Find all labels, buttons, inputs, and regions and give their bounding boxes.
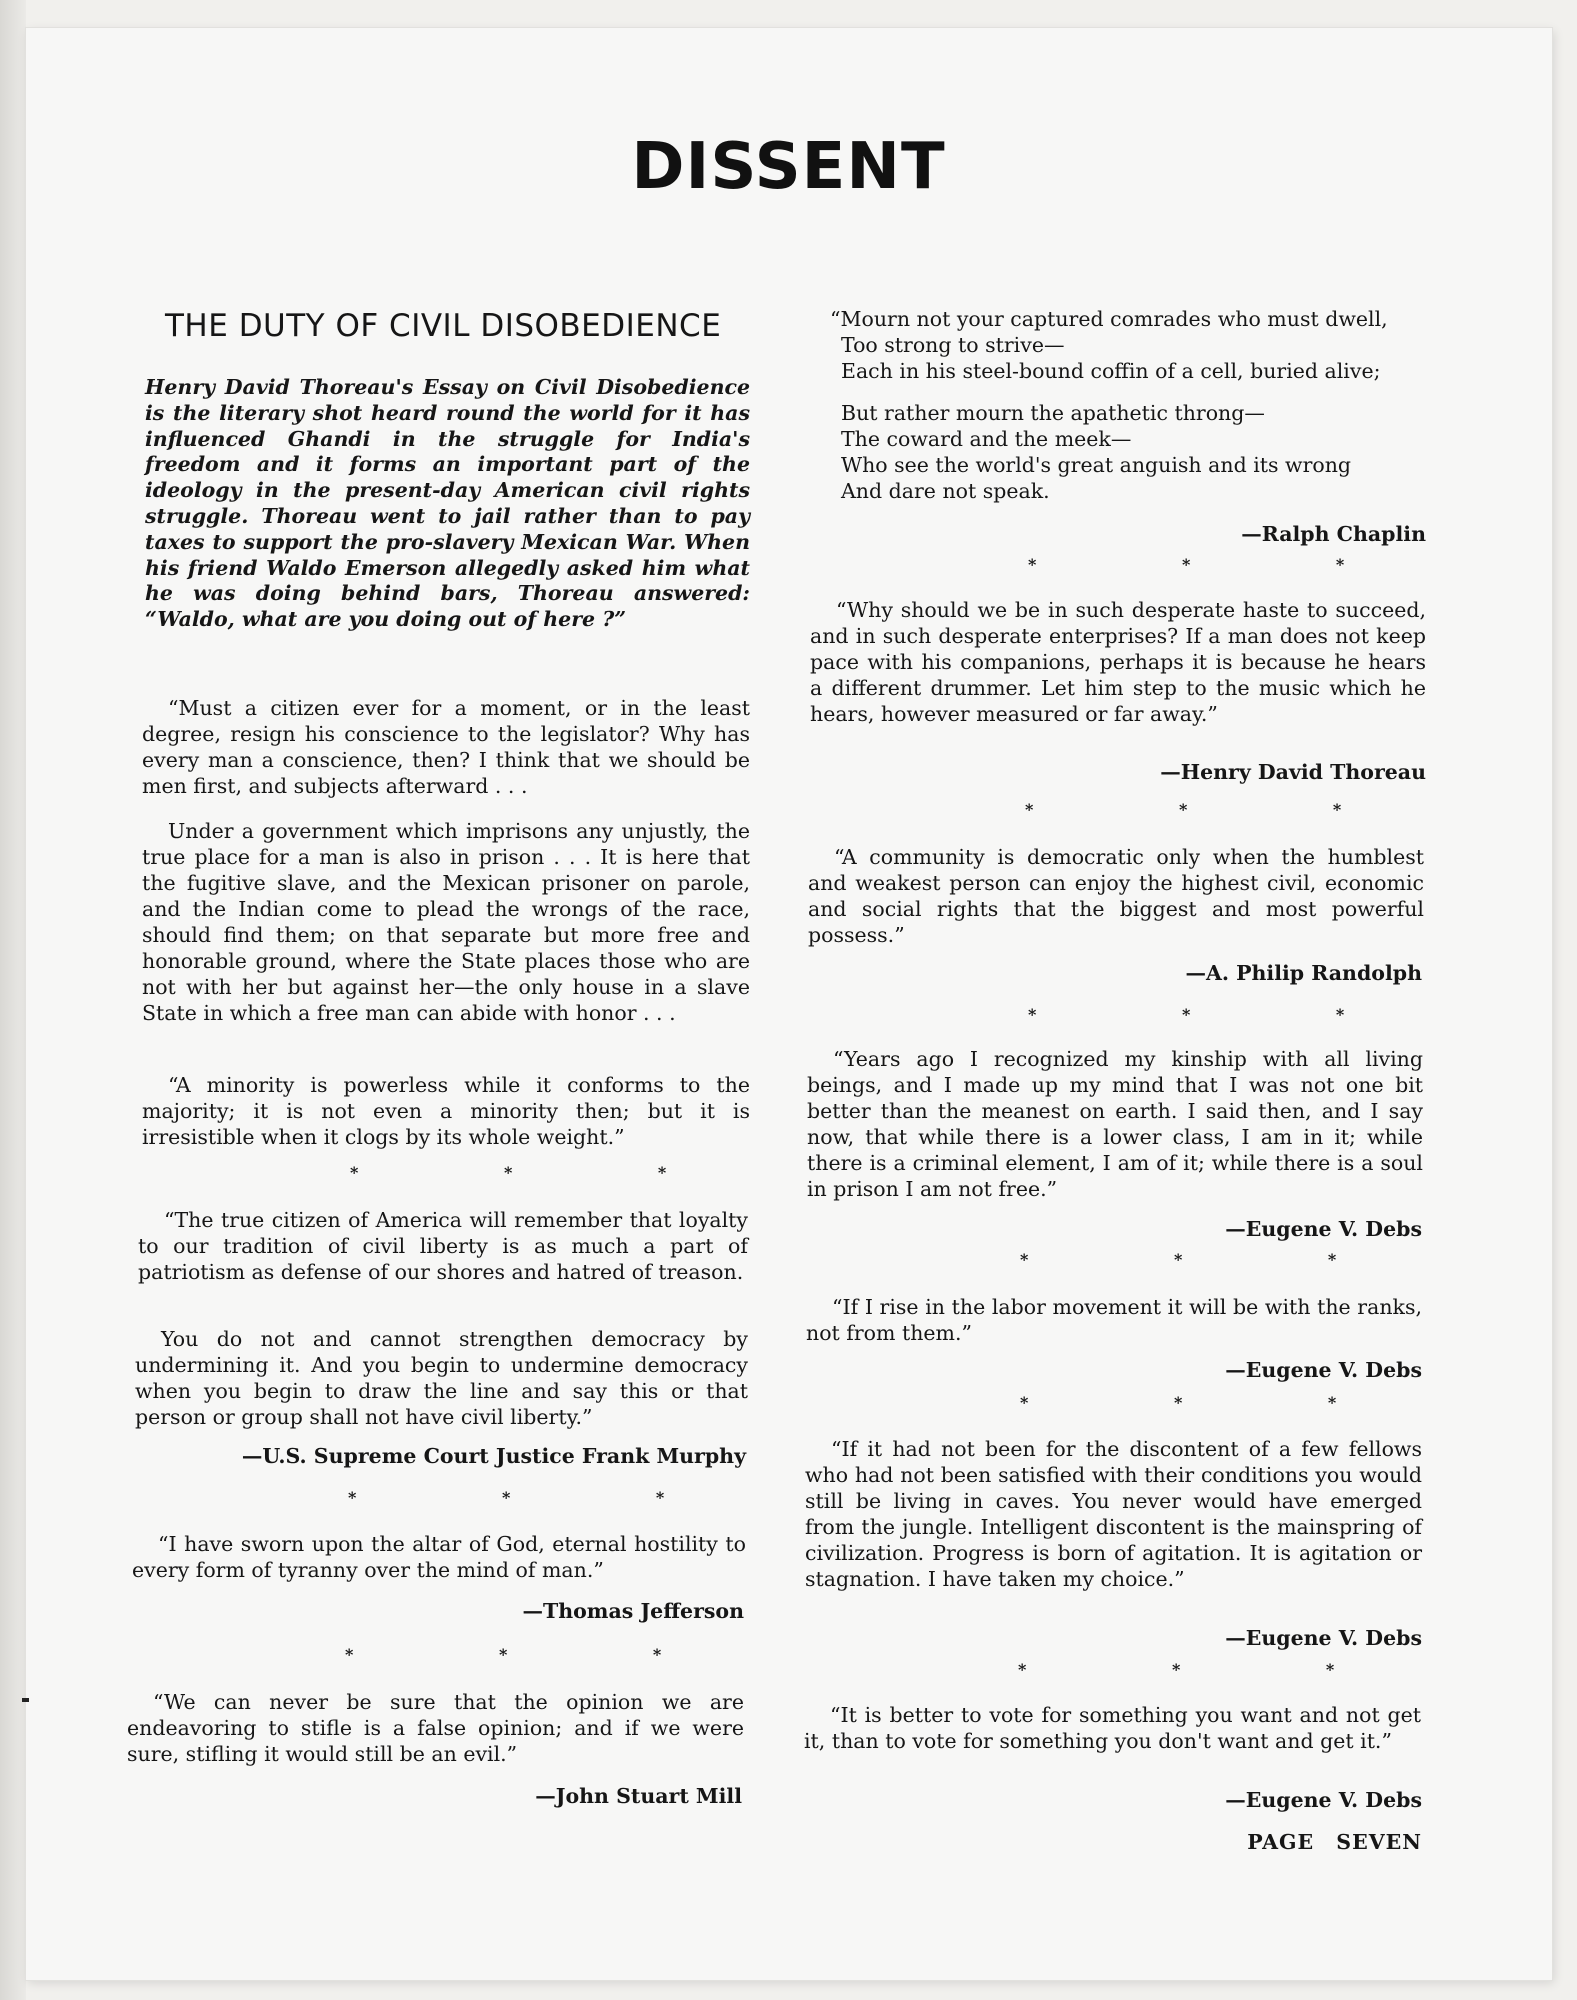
attribution-debs: —Eugene V. Debs — [1225, 1626, 1422, 1650]
thoreau-excerpt-3 — [142, 1072, 750, 1150]
separator-stars: * * * — [350, 1163, 737, 1182]
mill-quote — [127, 1689, 744, 1767]
masthead-title: DISSENT — [631, 130, 946, 204]
paragraph: “It is better to vote for something you want and not get it, than to vote for something you don't want and get it.” — [804, 1703, 1421, 1753]
attribution-jefferson: —Thomas Jefferson — [522, 1599, 744, 1623]
debs-discontent-quote — [805, 1436, 1422, 1592]
murphy-quote-2 — [135, 1326, 748, 1430]
separator-stars: * * * — [345, 1645, 732, 1664]
poem-line: And dare not speak. — [841, 479, 1050, 503]
paragraph: “A minority is powerless while it conforms to the majority; it is not even a minority then; but it is irresistible when it clogs by its whole weight.” — [142, 1073, 750, 1149]
intro-paragraph: Henry David Thoreau's Essay on Civil Disobedience is the literary shot heard round the world for it has influenced Ghandi in the struggle for India's freedom and it forms an important part of the ideology in the present-day American civil rights struggle. Thoreau went to jail rather than to pay taxes to support the pro-slavery Mexican War. When his friend Waldo Emerson allegedly asked him what he was doing behind bars, Thoreau answered: “Waldo, what are you doing out of here ?” — [145, 375, 750, 632]
attribution-mill: —John Stuart Mill — [535, 1784, 742, 1808]
paragraph: “The true citizen of America will remember that loyalty to our tradition of civil liberty is as much a part of patriotism as defense of our shores and hatred of treason. — [138, 1208, 748, 1284]
paragraph: “Years ago I recognized my kinship with all living beings, and I made up my mind that I was not one bit better than the meanest on earth. I said then, and I say now, that while there is a lower class, I am in it; while there is a criminal element, I am of it; while there is a soul in prison I am not free.” — [807, 1047, 1423, 1201]
poem-line: Each in his steel-bound coffin of a cell, buried alive; — [841, 359, 1381, 383]
paragraph: “I have sworn upon the altar of God, eternal hostility to every form of tyranny over the mind of man.” — [132, 1532, 746, 1582]
paragraph: “We can never be sure that the opinion we are endeavoring to stifle is a false opinion; and if we were sure, stifling it would still be an evil.” — [127, 1690, 744, 1766]
paragraph: Under a government which imprisons any unjustly, the true place for a man is also in prison . . . It is here that the fugitive slave, and the Mexican prisoner on parole, and the Indian come to plead the wrongs of the race, should find them; on that separate but more free and honorable ground, where the State places those who are not with her but against her—the only house in a slave State in which a free man can abide with honor . . . — [142, 819, 750, 1025]
poem-line: The coward and the meek— — [841, 427, 1132, 451]
thoreau-excerpt-2 — [142, 818, 750, 1026]
murphy-quote-1 — [138, 1207, 748, 1285]
poem-line: Who see the world's great anguish and its wrong — [841, 453, 1352, 477]
poem-line: But rather mourn the apathetic throng— — [841, 401, 1265, 425]
attribution-chaplin: —Ralph Chaplin — [1241, 522, 1426, 546]
thoreau-excerpt-1 — [142, 695, 750, 799]
section-title: THE DUTY OF CIVIL DISOBEDIENCE — [165, 308, 722, 344]
separator-stars: * * * — [1028, 1005, 1415, 1024]
debs-vote-quote — [804, 1702, 1421, 1754]
paragraph: “Why should we be in such desperate haste to succeed, and in such desperate enterprises? If a man does not keep pace with his companions, perhaps it is because he hears a different drummer. Let him step to the music which he hears, however measured or far away.” — [810, 598, 1426, 726]
separator-stars: * * * — [1028, 555, 1415, 574]
attribution-thoreau: —Henry David Thoreau — [1160, 760, 1426, 784]
debs-kinship-quote — [807, 1046, 1423, 1202]
paragraph: “If it had not been for the discontent of a few fellows who had not been satisfied with their conditions you would still be living in caves. You never would have emerged from the jungle. Intelligent discontent is the mainspring of civilization. Progress is born of agitation. It is agitation or stagnation. I have taken my choice.” — [805, 1437, 1422, 1591]
thoreau-drummer-quote — [810, 597, 1426, 727]
paragraph: “A community is democratic only when the humblest and weakest person can enjoy the highest civil, economic and social rights that the biggest and most powerful possess.” — [808, 845, 1424, 947]
separator-stars: * * * — [1020, 1250, 1407, 1269]
attribution-murphy: —U.S. Supreme Court Justice Frank Murphy — [241, 1444, 746, 1468]
randolph-quote — [808, 844, 1424, 948]
separator-stars: * * * — [348, 1488, 735, 1507]
attribution-debs: —Eugene V. Debs — [1225, 1788, 1422, 1812]
separator-stars: * * * — [1018, 1660, 1405, 1679]
page-number: PAGE SEVEN — [1247, 1830, 1422, 1854]
poem-line: “Mourn not your captured comrades who must dwell, — [830, 307, 1388, 331]
paragraph: “If I rise in the labor movement it will be with the ranks, not from them.” — [806, 1295, 1422, 1345]
attribution-randolph: —A. Philip Randolph — [1185, 961, 1422, 985]
edge-mark — [22, 1698, 29, 1702]
chaplin-poem — [830, 306, 1430, 504]
separator-stars: * * * — [1020, 1393, 1407, 1412]
separator-stars: * * * — [1025, 800, 1412, 819]
paragraph: You do not and cannot strengthen democracy by undermining it. And you begin to undermine democracy when you begin to draw the line and say this or that person or group shall not have civil liberty.” — [135, 1327, 748, 1429]
poem-line: Too strong to strive— — [841, 333, 1065, 357]
jefferson-quote — [132, 1531, 746, 1583]
attribution-debs: —Eugene V. Debs — [1225, 1358, 1422, 1382]
paragraph: “Must a citizen ever for a moment, or in the least degree, resign his conscience to the legislator? Why has every man a conscience, then? I think that we should be men first, and subjects afterward . . . — [142, 696, 750, 798]
attribution-debs: —Eugene V. Debs — [1225, 1217, 1422, 1241]
debs-labor-quote — [806, 1294, 1422, 1346]
